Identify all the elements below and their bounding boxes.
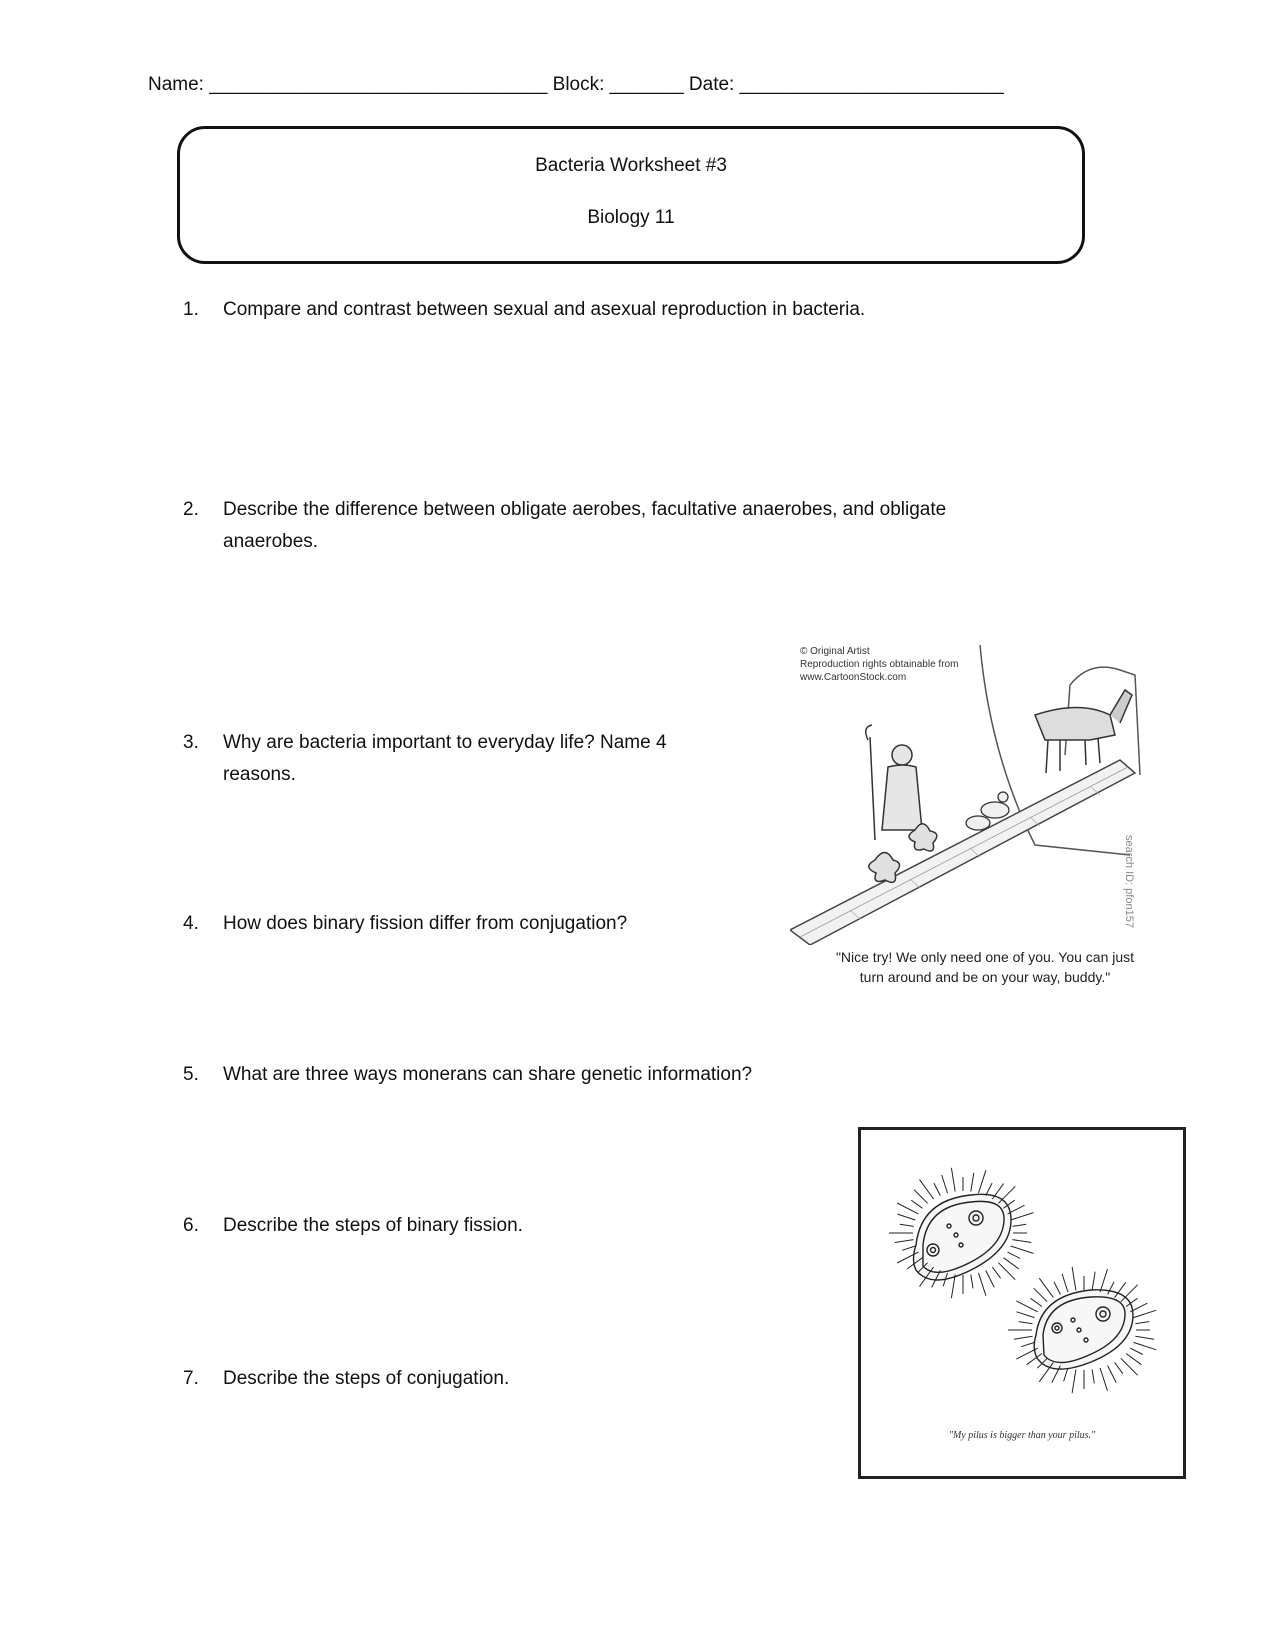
question-7 (183, 1363, 783, 1395)
title-box (177, 126, 1085, 264)
question-6 (183, 1210, 783, 1242)
question-number: 4. (183, 913, 199, 934)
cartoon-caption: "My pilus is bigger than your pilus." (948, 1430, 1096, 1441)
course-name: Biology 11 (587, 207, 675, 228)
cartoon-credit: © Original Artist Reproduction rights obtainable from www.CartoonStock.com (800, 646, 959, 683)
question-text: Describe the steps of conjugation. (223, 1368, 510, 1389)
question-text: Describe the difference between obligate aerobes, facultative anaerobes, and obligate anaerobes. (223, 499, 947, 552)
cartoon-caption: "Nice try! We only need one of you. You can just turn around and be on your way, buddy." (835, 949, 1135, 985)
question-1 (183, 294, 1083, 326)
pilus-cartoon (858, 1127, 1186, 1479)
question-2 (183, 494, 1043, 558)
question-4 (183, 908, 743, 940)
name-block-date-line: Name: ________________________________ Block: _______ Date: _________________________ (148, 74, 1004, 95)
question-number: 2. (183, 499, 199, 520)
question-text: Why are bacteria important to everyday life? Name 4 reasons. (223, 732, 667, 785)
worksheet-title: Bacteria Worksheet #3 (535, 155, 727, 176)
bacteria-illustration-drawing (861, 1130, 1183, 1420)
question-number: 7. (183, 1368, 199, 1389)
question-number: 6. (183, 1215, 199, 1236)
question-number: 5. (183, 1064, 199, 1085)
question-text: How does binary fission differ from conjugation? (223, 913, 628, 934)
question-5 (183, 1059, 833, 1091)
question-text: Describe the steps of binary fission. (223, 1215, 523, 1236)
question-3 (183, 727, 723, 791)
question-text: What are three ways monerans can share genetic information? (223, 1064, 753, 1085)
question-text: Compare and contrast between sexual and asexual reproduction in bacteria. (223, 299, 866, 320)
question-number: 1. (183, 299, 199, 320)
question-number: 3. (183, 732, 199, 753)
noah-ark-cartoon (790, 645, 1190, 1005)
cartoon-watermark: search ID: pfon157 (1123, 835, 1135, 928)
